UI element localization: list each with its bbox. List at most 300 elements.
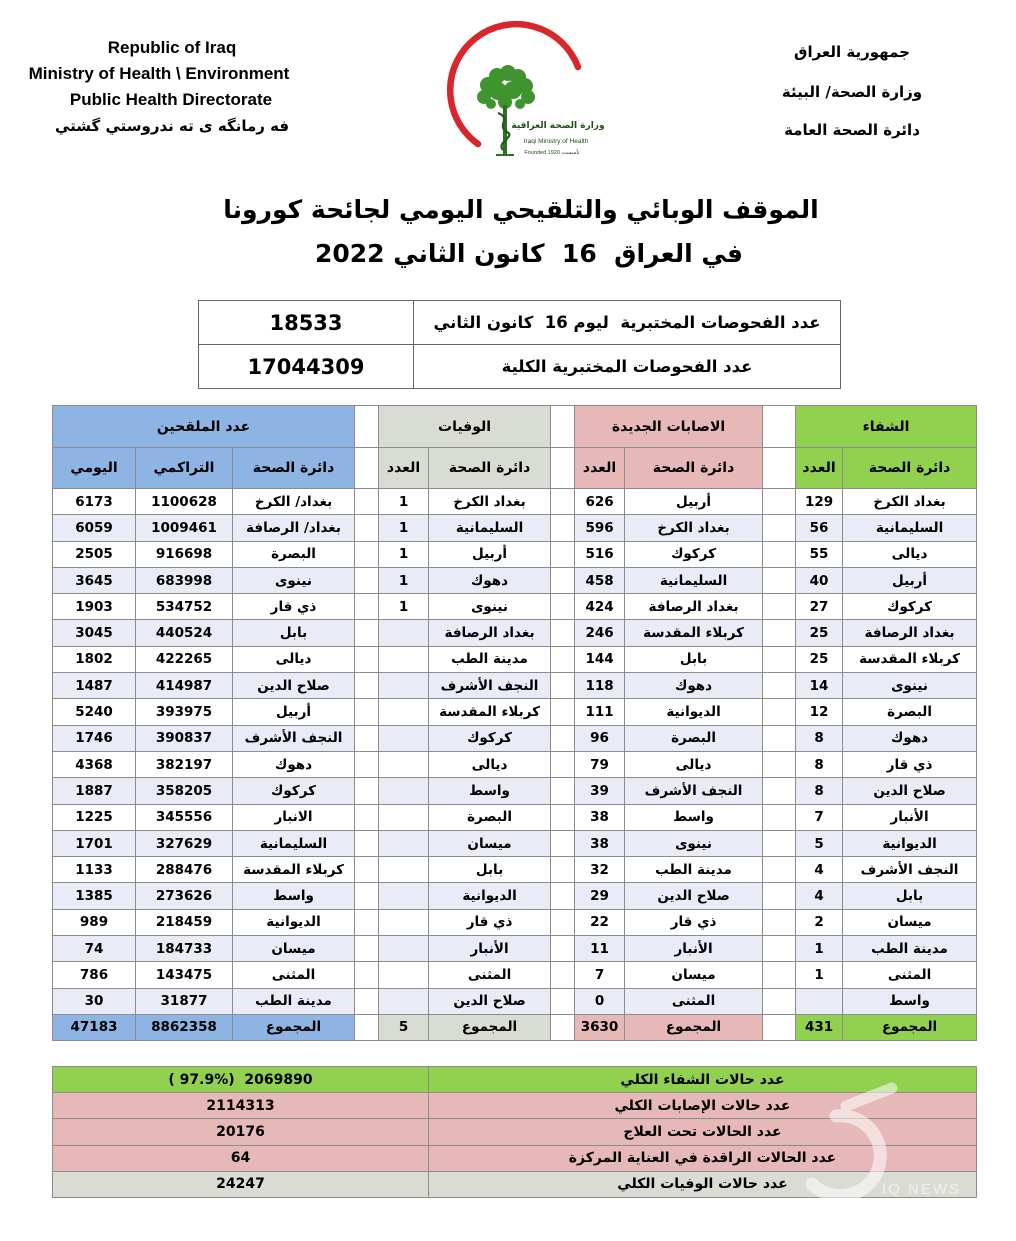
deaths-count-cell xyxy=(379,725,429,751)
table-row xyxy=(53,725,977,751)
column-spacer xyxy=(763,751,796,777)
new-cases-dept-cell: صلاح الدين xyxy=(625,883,763,909)
new-cases-dept-cell: كركوك xyxy=(625,541,763,567)
new-cases-dept-cell: السليمانية xyxy=(625,567,763,593)
deaths-count-cell: 1 xyxy=(379,567,429,593)
recovery-dept-cell: بابل xyxy=(843,883,977,909)
column-spacer xyxy=(763,936,796,962)
new-cases-dept-cell: الأنبار xyxy=(625,936,763,962)
vaccinated-daily-cell: 1225 xyxy=(53,804,136,830)
vaccinated-cumulative-cell: 31877 xyxy=(136,988,233,1014)
watermark-text: IQ NEWS xyxy=(882,1181,962,1198)
column-spacer xyxy=(763,567,796,593)
recovery-count-cell: 12 xyxy=(796,699,843,725)
vaccinated-cumulative-cell: 683998 xyxy=(136,567,233,593)
deaths-dept-cell: ديالى xyxy=(429,751,551,777)
vaccinated-dept-cell: الديوانية xyxy=(233,909,355,935)
new-cases-dept-cell: بغداد الرصافة xyxy=(625,594,763,620)
summary-value: 64 xyxy=(53,1145,429,1171)
deaths-count-cell xyxy=(379,936,429,962)
column-spacer xyxy=(763,699,796,725)
column-spacer xyxy=(763,1014,796,1040)
table-row xyxy=(53,646,977,672)
recovery-count-cell: 56 xyxy=(796,515,843,541)
deaths-dept-cell: النجف الأشرف xyxy=(429,673,551,699)
new-cases-dept-cell: ديالى xyxy=(625,751,763,777)
deaths-dept-cell: البصرة xyxy=(429,804,551,830)
new-cases-count-cell: 516 xyxy=(575,541,625,567)
recovery-count-header: العدد xyxy=(796,448,843,489)
deaths-count-cell: 1 xyxy=(379,515,429,541)
page-title: الموقف الوبائي والتلقيحي اليومي لجائحة كورونا xyxy=(223,195,819,224)
column-spacer xyxy=(551,673,575,699)
summary-label: عدد الحالات تحت العلاج xyxy=(429,1119,977,1145)
new-cases-dept-cell: واسط xyxy=(625,804,763,830)
column-spacer xyxy=(551,541,575,567)
header-directorate-ar: دائرة الصحة العامة xyxy=(784,121,920,139)
totals-row xyxy=(53,1014,977,1040)
column-spacer xyxy=(763,883,796,909)
summary-row-total-deaths xyxy=(53,1171,977,1197)
column-spacer xyxy=(763,962,796,988)
vaccinated-daily-cell: 1746 xyxy=(53,725,136,751)
deaths-count-cell xyxy=(379,646,429,672)
lab-tests-daily-label: عدد الفحوصات المختبرية ليوم 16 كانون الثاني xyxy=(414,301,841,345)
new-cases-count-cell: 111 xyxy=(575,699,625,725)
deaths-dept-header: دائرة الصحة xyxy=(429,448,551,489)
vaccinated-daily-cell: 6059 xyxy=(53,515,136,541)
recovery-dept-cell: دهوك xyxy=(843,725,977,751)
vaccinated-daily-cell: 786 xyxy=(53,962,136,988)
column-spacer xyxy=(551,883,575,909)
table-row xyxy=(53,594,977,620)
column-spacer xyxy=(355,936,379,962)
column-spacer xyxy=(355,620,379,646)
summary-label: عدد حالات الوفيات الكلي xyxy=(429,1171,977,1197)
column-spacer xyxy=(355,567,379,593)
column-spacer xyxy=(551,489,575,515)
new-cases-count-cell: 0 xyxy=(575,988,625,1014)
new-cases-dept-header: دائرة الصحة xyxy=(625,448,763,489)
recovery-dept-header: دائرة الصحة xyxy=(843,448,977,489)
deaths-dept-cell: كركوك xyxy=(429,725,551,751)
deaths-dept-cell: ذي قار xyxy=(429,909,551,935)
recovery-dept-cell: النجف الأشرف xyxy=(843,857,977,883)
summary-label: عدد حالات الشفاء الكلي xyxy=(429,1067,977,1093)
vaccinated-dept-header: دائرة الصحة xyxy=(233,448,355,489)
vaccinated-cumulative-cell: 327629 xyxy=(136,830,233,856)
logo-leaf xyxy=(515,99,525,109)
new-cases-count-cell: 596 xyxy=(575,515,625,541)
recovery-count-cell: 40 xyxy=(796,567,843,593)
deaths-dept-cell: المثنى xyxy=(429,962,551,988)
deaths-count-cell xyxy=(379,620,429,646)
new-cases-dept-cell: ميسان xyxy=(625,962,763,988)
vaccinated-dept-cell: ديالى xyxy=(233,646,355,672)
lab-tests-total-label: عدد الفحوصات المختبرية الكلية xyxy=(414,345,841,389)
recovery-count-cell: 14 xyxy=(796,673,843,699)
header-directorate-kurdish: فه رمانگه ى ته ندروستي گشتي xyxy=(54,117,290,135)
vaccinated-dept-cell: دهوك xyxy=(233,751,355,777)
column-spacer xyxy=(355,489,379,515)
column-spacer xyxy=(355,988,379,1014)
section-header-row xyxy=(53,406,977,448)
summary-value: ( 97.9%) 2069890 xyxy=(53,1067,429,1093)
vaccinated-daily-cell: 1802 xyxy=(53,646,136,672)
vaccinated-cumulative-cell: 916698 xyxy=(136,541,233,567)
vaccinated-cumulative-cell: 143475 xyxy=(136,962,233,988)
new-cases-count-cell: 246 xyxy=(575,620,625,646)
new-cases-total-value: 3630 xyxy=(575,1014,625,1040)
column-spacer xyxy=(355,594,379,620)
new-cases-dept-cell: المثنى xyxy=(625,988,763,1014)
recovery-count-cell: 7 xyxy=(796,804,843,830)
deaths-dept-cell: بغداد الكرخ xyxy=(429,489,551,515)
new-cases-count-header: العدد xyxy=(575,448,625,489)
deaths-dept-cell: أربيل xyxy=(429,541,551,567)
deaths-count-cell xyxy=(379,830,429,856)
new-cases-count-cell: 29 xyxy=(575,883,625,909)
table-row xyxy=(53,567,977,593)
new-cases-count-cell: 38 xyxy=(575,830,625,856)
recovery-count-cell xyxy=(796,988,843,1014)
recovery-count-cell: 1 xyxy=(796,962,843,988)
recovery-count-cell: 4 xyxy=(796,883,843,909)
column-spacer xyxy=(551,751,575,777)
column-spacer xyxy=(551,857,575,883)
table-row xyxy=(53,909,977,935)
column-spacer xyxy=(551,830,575,856)
deaths-count-cell xyxy=(379,804,429,830)
deaths-dept-cell: واسط xyxy=(429,778,551,804)
column-spacer xyxy=(551,567,575,593)
recovery-count-cell: 5 xyxy=(796,830,843,856)
column-spacer xyxy=(551,988,575,1014)
header-country-en: Republic of Iraq xyxy=(107,38,237,57)
vaccinated-dept-cell: ميسان xyxy=(233,936,355,962)
recovery-count-cell: 25 xyxy=(796,646,843,672)
column-spacer xyxy=(551,778,575,804)
deaths-count-cell xyxy=(379,988,429,1014)
deaths-count-cell: 1 xyxy=(379,489,429,515)
summary-label: عدد الحالات الراقدة في العناية المركزة xyxy=(429,1145,977,1171)
column-spacer xyxy=(355,541,379,567)
vaccinated-dept-cell: المثنى xyxy=(233,962,355,988)
new-cases-dept-cell: نينوى xyxy=(625,830,763,856)
recovery-count-cell: 4 xyxy=(796,857,843,883)
column-spacer xyxy=(763,448,796,489)
recovery-section-header: الشفاء xyxy=(796,406,977,448)
column-spacer xyxy=(551,1014,575,1040)
column-spacer xyxy=(551,406,575,448)
vaccinated-daily-header: اليومي xyxy=(53,448,136,489)
vaccinated-daily-cell: 1487 xyxy=(53,673,136,699)
new-cases-dept-cell: بغداد الكرخ xyxy=(625,515,763,541)
vaccinated-cumulative-cell: 288476 xyxy=(136,857,233,883)
new-cases-count-cell: 7 xyxy=(575,962,625,988)
column-spacer xyxy=(763,673,796,699)
vaccinated-cumulative-cell: 422265 xyxy=(136,646,233,672)
deaths-count-cell xyxy=(379,778,429,804)
summary-row-under-treatment xyxy=(53,1119,977,1145)
vaccinated-daily-cell: 1903 xyxy=(53,594,136,620)
header-ministry-ar: وزارة الصحة/ البيئة xyxy=(781,83,923,101)
recovery-count-cell: 8 xyxy=(796,725,843,751)
lab-tests-table xyxy=(198,300,841,389)
deaths-count-cell xyxy=(379,909,429,935)
table-row xyxy=(53,620,977,646)
vaccinated-dept-cell: البصرة xyxy=(233,541,355,567)
recovery-total-label: المجموع xyxy=(843,1014,977,1040)
new-cases-dept-cell: دهوك xyxy=(625,673,763,699)
vaccinated-cumulative-cell: 390837 xyxy=(136,725,233,751)
column-spacer xyxy=(763,646,796,672)
logo-leaf xyxy=(486,99,496,109)
new-cases-count-cell: 32 xyxy=(575,857,625,883)
column-spacer xyxy=(355,646,379,672)
column-spacer xyxy=(763,778,796,804)
deaths-dept-cell: الديوانية xyxy=(429,883,551,909)
vaccinated-daily-cell: 30 xyxy=(53,988,136,1014)
vaccinated-cumulative-cell: 184733 xyxy=(136,936,233,962)
vaccinated-cumulative-cell: 345556 xyxy=(136,804,233,830)
lab-tests-total-value: 17044309 xyxy=(199,345,414,389)
new-cases-section-header: الاصابات الجديدة xyxy=(575,406,763,448)
vaccinated-dept-cell: نينوى xyxy=(233,567,355,593)
column-spacer xyxy=(763,725,796,751)
column-spacer xyxy=(551,699,575,725)
deaths-dept-cell: دهوك xyxy=(429,567,551,593)
recovery-count-cell: 129 xyxy=(796,489,843,515)
vaccinated-cumulative-cell: 534752 xyxy=(136,594,233,620)
column-spacer xyxy=(355,448,379,489)
new-cases-count-cell: 118 xyxy=(575,673,625,699)
column-spacer xyxy=(763,489,796,515)
deaths-dept-cell: بابل xyxy=(429,857,551,883)
deaths-count-cell xyxy=(379,883,429,909)
vaccinated-dept-cell: أربيل xyxy=(233,699,355,725)
vaccinated-total-label: المجموع xyxy=(233,1014,355,1040)
new-cases-count-cell: 144 xyxy=(575,646,625,672)
recovery-dept-cell: كربلاء المقدسة xyxy=(843,646,977,672)
table-row xyxy=(53,515,977,541)
recovery-count-cell: 8 xyxy=(796,751,843,777)
vaccinated-dept-cell: صلاح الدين xyxy=(233,673,355,699)
table-row xyxy=(53,962,977,988)
column-spacer xyxy=(355,725,379,751)
recovery-dept-cell: واسط xyxy=(843,988,977,1014)
summary-value: 2114313 xyxy=(53,1093,429,1119)
vaccinated-daily-cell: 3045 xyxy=(53,620,136,646)
new-cases-count-cell: 22 xyxy=(575,909,625,935)
table-row xyxy=(53,804,977,830)
column-spacer xyxy=(551,448,575,489)
column-spacer xyxy=(551,804,575,830)
column-spacer xyxy=(763,857,796,883)
vaccinated-daily-cell: 989 xyxy=(53,909,136,935)
header-directorate-en: Public Health Directorate xyxy=(69,90,273,109)
summary-value: 20176 xyxy=(53,1119,429,1145)
vaccinated-cumulative-cell: 1009461 xyxy=(136,515,233,541)
vaccinated-total-daily: 47183 xyxy=(53,1014,136,1040)
recovery-dept-cell: ديالى xyxy=(843,541,977,567)
new-cases-dept-cell: بابل xyxy=(625,646,763,672)
recovery-count-cell: 55 xyxy=(796,541,843,567)
column-spacer xyxy=(763,830,796,856)
vaccinated-cumulative-cell: 393975 xyxy=(136,699,233,725)
column-spacer xyxy=(551,909,575,935)
column-spacer xyxy=(763,515,796,541)
new-cases-count-cell: 96 xyxy=(575,725,625,751)
vaccinated-cumulative-cell: 440524 xyxy=(136,620,233,646)
vaccinated-daily-cell: 1385 xyxy=(53,883,136,909)
table-row xyxy=(53,778,977,804)
deaths-dept-cell: كربلاء المقدسة xyxy=(429,699,551,725)
logo-canopy xyxy=(477,65,535,109)
new-cases-dept-cell: مدينة الطب xyxy=(625,857,763,883)
summary-row-icu xyxy=(53,1145,977,1171)
column-spacer xyxy=(551,962,575,988)
vaccinated-daily-cell: 74 xyxy=(53,936,136,962)
recovery-dept-cell: صلاح الدين xyxy=(843,778,977,804)
recovery-dept-cell: نينوى xyxy=(843,673,977,699)
new-cases-dept-cell: كربلاء المقدسة xyxy=(625,620,763,646)
column-spacer xyxy=(355,751,379,777)
deaths-dept-cell: ميسان xyxy=(429,830,551,856)
logo-name-en: Iraqi Ministry of Health xyxy=(523,138,589,145)
recovery-dept-cell: بغداد الرصافة xyxy=(843,620,977,646)
cumulative-summary-table xyxy=(52,1066,977,1198)
table-row xyxy=(53,936,977,962)
deaths-total-label: المجموع xyxy=(429,1014,551,1040)
new-cases-dept-cell: البصرة xyxy=(625,725,763,751)
recovery-count-cell: 8 xyxy=(796,778,843,804)
new-cases-count-cell: 39 xyxy=(575,778,625,804)
recovery-count-cell: 1 xyxy=(796,936,843,962)
deaths-dept-cell: صلاح الدين xyxy=(429,988,551,1014)
column-spacer xyxy=(355,1014,379,1040)
header-ministry-en: Ministry of Health \ Environment xyxy=(28,64,290,83)
vaccinated-dept-cell: ذي قار xyxy=(233,594,355,620)
column-spacer xyxy=(355,883,379,909)
deaths-section-header: الوفيات xyxy=(379,406,551,448)
vaccinated-daily-cell: 1887 xyxy=(53,778,136,804)
column-spacer xyxy=(355,406,379,448)
table-row xyxy=(53,830,977,856)
vaccinated-daily-cell: 5240 xyxy=(53,699,136,725)
recovery-dept-cell: الأنبار xyxy=(843,804,977,830)
vaccinated-cumulative-cell: 382197 xyxy=(136,751,233,777)
vaccinated-cumulative-cell: 1100628 xyxy=(136,489,233,515)
vaccinated-dept-cell: بابل xyxy=(233,620,355,646)
table-row xyxy=(53,673,977,699)
lab-tests-daily-row xyxy=(199,301,841,345)
table-row xyxy=(53,489,977,515)
lab-tests-daily-value: 18533 xyxy=(199,301,414,345)
ministry-logo xyxy=(440,15,610,175)
new-cases-dept-cell: الديوانية xyxy=(625,699,763,725)
column-spacer xyxy=(355,962,379,988)
vaccinated-section-header: عدد الملقحين xyxy=(53,406,355,448)
header-country-ar: جمهورية العراق xyxy=(794,43,910,61)
vaccinated-dept-cell: واسط xyxy=(233,883,355,909)
column-spacer xyxy=(551,515,575,541)
column-spacer xyxy=(355,673,379,699)
table-row xyxy=(53,988,977,1014)
logo-founded: Founded 1920 تأسست xyxy=(524,150,580,156)
summary-value: 24247 xyxy=(53,1171,429,1197)
new-cases-count-cell: 11 xyxy=(575,936,625,962)
summary-row-total-cases xyxy=(53,1093,977,1119)
lab-tests-total-row xyxy=(199,345,841,389)
deaths-count-cell xyxy=(379,857,429,883)
column-spacer xyxy=(355,830,379,856)
recovery-dept-cell: أربيل xyxy=(843,567,977,593)
new-cases-count-cell: 626 xyxy=(575,489,625,515)
vaccinated-cumulative-cell: 218459 xyxy=(136,909,233,935)
vaccinated-total-cumulative: 8862358 xyxy=(136,1014,233,1040)
recovery-count-cell: 25 xyxy=(796,620,843,646)
vaccinated-dept-cell: الانبار xyxy=(233,804,355,830)
vaccinated-daily-cell: 1133 xyxy=(53,857,136,883)
column-spacer xyxy=(763,620,796,646)
table-row xyxy=(53,751,977,777)
vaccinated-cumulative-cell: 273626 xyxy=(136,883,233,909)
vaccinated-daily-cell: 2505 xyxy=(53,541,136,567)
deaths-count-cell xyxy=(379,673,429,699)
new-cases-count-cell: 38 xyxy=(575,804,625,830)
recovery-count-cell: 27 xyxy=(796,594,843,620)
recovery-dept-cell: ميسان xyxy=(843,909,977,935)
table-row xyxy=(53,699,977,725)
logo-name-ar: وزارة الصحة العراقية xyxy=(511,121,605,131)
recovery-total-value: 431 xyxy=(796,1014,843,1040)
vaccinated-dept-cell: السليمانية xyxy=(233,830,355,856)
vaccinated-daily-cell: 6173 xyxy=(53,489,136,515)
vaccinated-cumulative-header: التراكمي xyxy=(136,448,233,489)
column-spacer xyxy=(763,594,796,620)
recovery-dept-cell: كركوك xyxy=(843,594,977,620)
vaccinated-cumulative-cell: 414987 xyxy=(136,673,233,699)
vaccinated-dept-cell: بغداد/ الكرخ xyxy=(233,489,355,515)
new-cases-dept-cell: ذي قار xyxy=(625,909,763,935)
recovery-dept-cell: الديوانية xyxy=(843,830,977,856)
vaccinated-dept-cell: النجف الأشرف xyxy=(233,725,355,751)
table-row xyxy=(53,857,977,883)
deaths-count-header: العدد xyxy=(379,448,429,489)
recovery-dept-cell: السليمانية xyxy=(843,515,977,541)
column-spacer xyxy=(551,646,575,672)
deaths-count-cell xyxy=(379,699,429,725)
new-cases-total-label: المجموع xyxy=(625,1014,763,1040)
column-spacer xyxy=(763,909,796,935)
column-spacer xyxy=(355,857,379,883)
new-cases-count-cell: 458 xyxy=(575,567,625,593)
recovery-dept-cell: ذي قار xyxy=(843,751,977,777)
column-spacer xyxy=(355,515,379,541)
recovery-dept-cell: مدينة الطب xyxy=(843,936,977,962)
vaccinated-dept-cell: كركوك xyxy=(233,778,355,804)
new-cases-count-cell: 79 xyxy=(575,751,625,777)
column-spacer xyxy=(355,778,379,804)
deaths-dept-cell: الأنبار xyxy=(429,936,551,962)
new-cases-dept-cell: النجف الأشرف xyxy=(625,778,763,804)
vaccinated-daily-cell: 1701 xyxy=(53,830,136,856)
vaccinated-dept-cell: مدينة الطب xyxy=(233,988,355,1014)
new-cases-count-cell: 424 xyxy=(575,594,625,620)
deaths-dept-cell: بغداد الرصافة xyxy=(429,620,551,646)
vaccinated-daily-cell: 4368 xyxy=(53,751,136,777)
